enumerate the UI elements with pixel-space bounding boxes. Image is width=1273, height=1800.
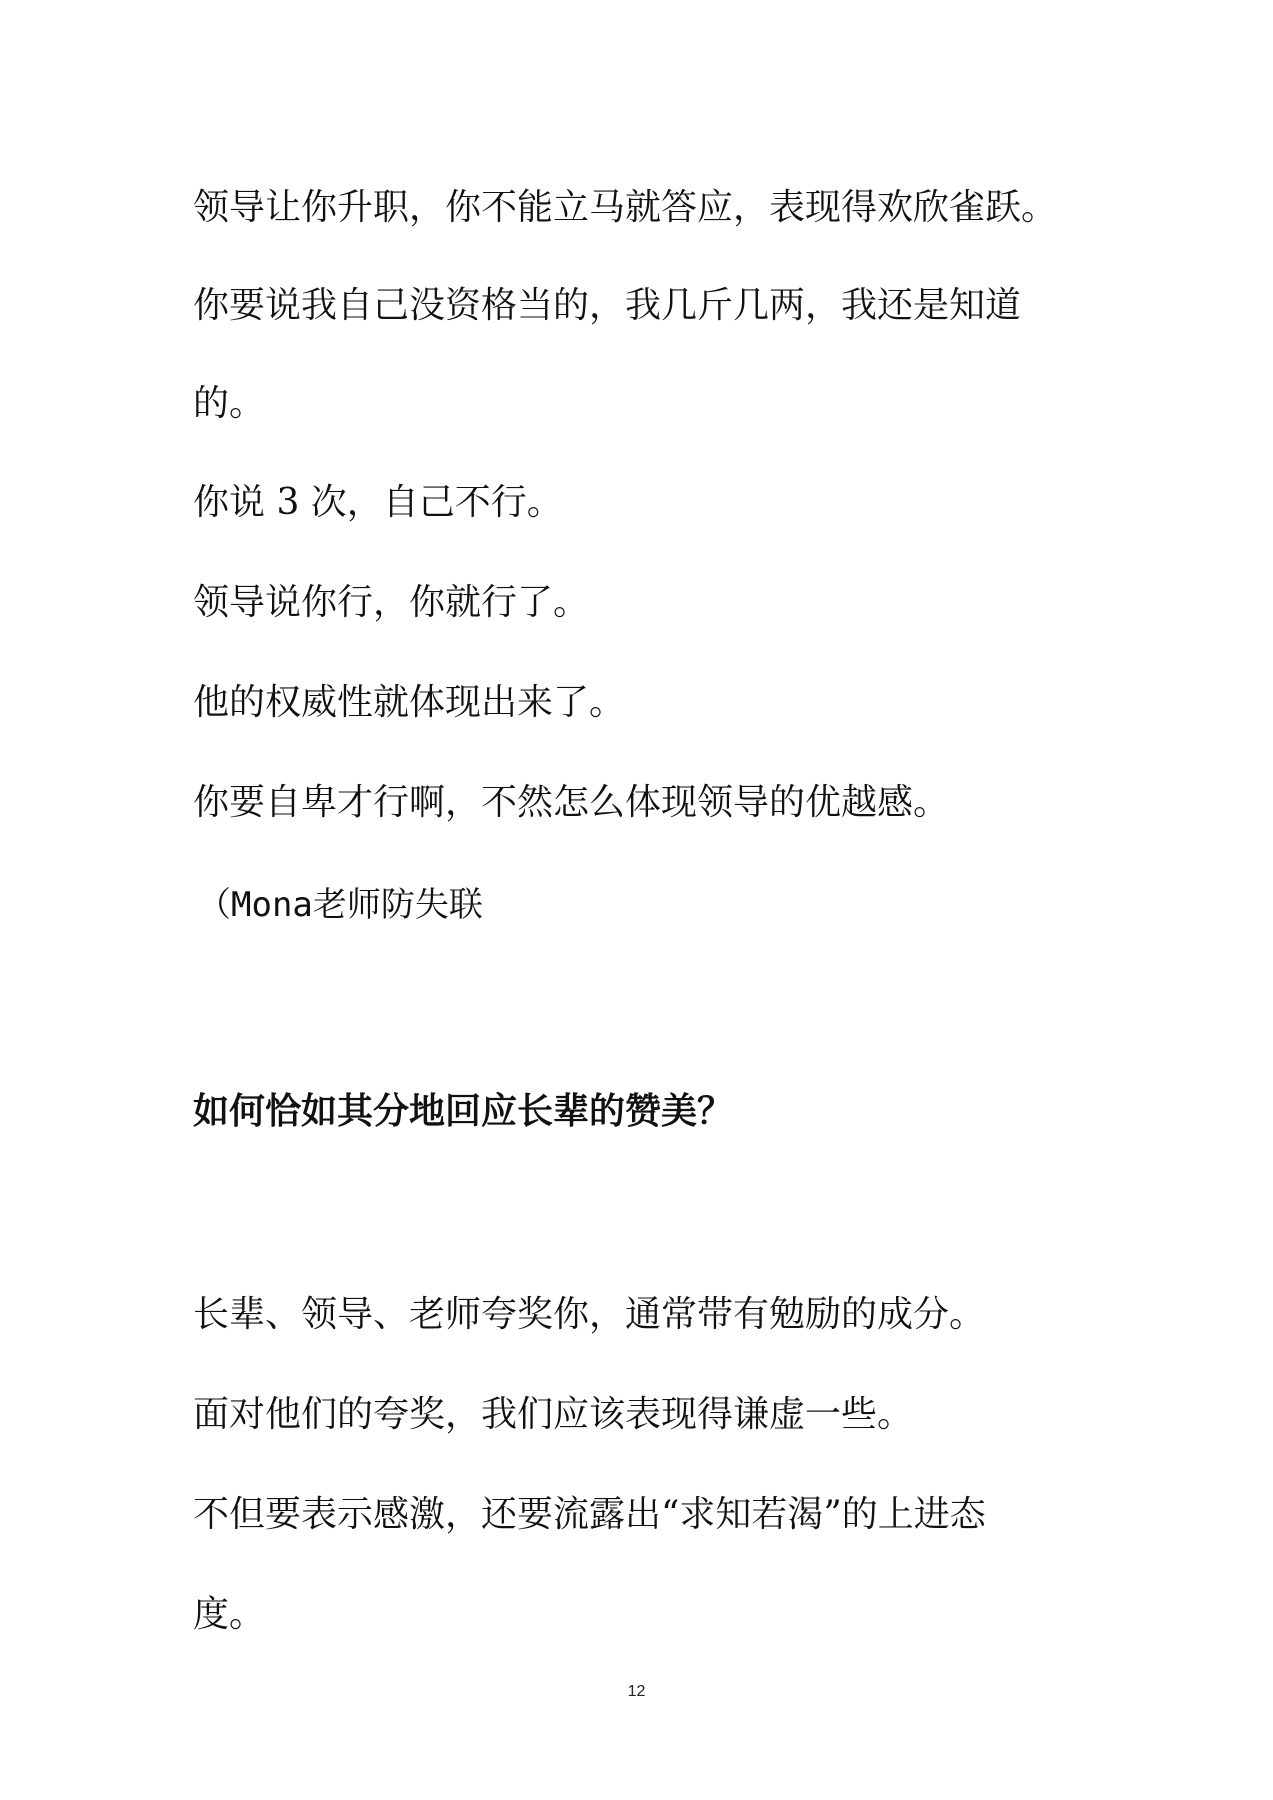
text-line-2: 你要说我自己没资格当的，我几斤几两，我还是知道 bbox=[193, 285, 1022, 326]
text-line-11: 度。 bbox=[193, 1594, 266, 1635]
text-line-7: 你要自卑才行啊，不然怎么体现领导的优越感。 bbox=[193, 782, 950, 823]
text-line-1: 领导让你升职，你不能立马就答应，表现得欢欣雀跃。 bbox=[193, 187, 1058, 228]
text-line-9: 面对他们的夸奖，我们应该表现得谦虚一些。 bbox=[193, 1394, 914, 1435]
page-number: 12 bbox=[627, 1683, 646, 1700]
text-line-3: 的。 bbox=[193, 383, 266, 424]
text-line-8: 长辈、领导、老师夸奖你，通常带有勉励的成分。 bbox=[193, 1294, 986, 1335]
contact-note: （Mona老师防失联 bbox=[197, 885, 483, 925]
text-line-5: 领导说你行，你就行了。 bbox=[193, 582, 590, 623]
text-line-6: 他的权威性就体现出来了。 bbox=[193, 682, 626, 723]
text-line-4: 你说 3 次，自己不行。 bbox=[193, 482, 563, 523]
section-heading: 如何恰如其分地回应长辈的赞美？ bbox=[193, 1091, 734, 1132]
text-line-10: 不但要表示感激，还要流露出“求知若渴”的上进态 bbox=[193, 1494, 986, 1535]
